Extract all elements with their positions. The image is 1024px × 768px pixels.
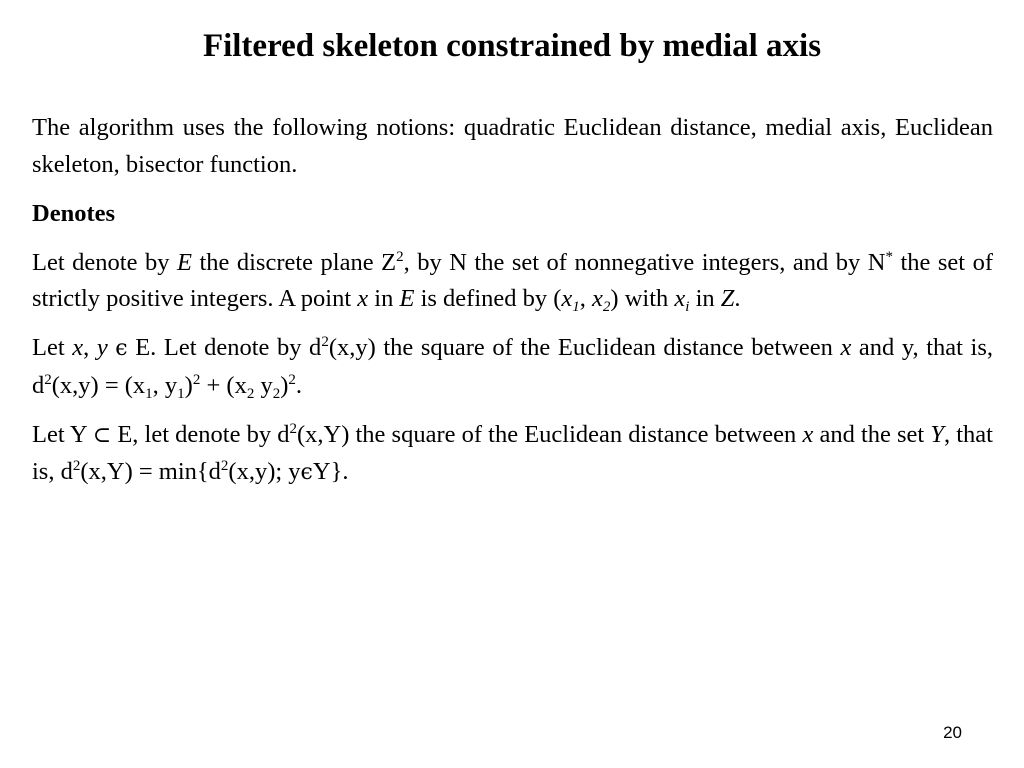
subset-symbol: ⊂ (92, 422, 112, 448)
definition-paragraph-set-distance: Let Y ⊂ E, let denote by $d^2(x,Y)$ the square of the Euclidean distance between x and the set Y, that is, $d^2(x,Y) = \min\{d^2(x,y)$; yϵY}. (32, 420, 993, 485)
definition-paragraph-plane: Let denote by E the discrete plane $Z^2$, by N the set of nonnegative integers, and by N* the set of strictly positive integers. A point x in E is defined by ($x_1$, $x_2$) with $x_i$ in Z. (32, 248, 994, 315)
element-of-symbol: ϵ (300, 460, 313, 485)
slide-title: Filtered skeleton constrained by medial axis (202, 28, 822, 64)
page-number: 20 (943, 723, 962, 742)
slide-body (32, 110, 993, 504)
element-of-symbol: ϵ (115, 336, 128, 361)
intro-paragraph: The algorithm uses the following notions: quadratic Euclidean distance, medial axis, Euclidean skeleton, bisector function. (32, 114, 993, 178)
definition-paragraph-distance: Let x, y ϵ E. Let denote by $d^2(x,y)$ the square of the Euclidean distance between x and y, that is, $d^2(x,y) = (x_1$, $y_1)^2 + (x_2$ $y_2)^2$. (32, 334, 994, 402)
section-heading: Denotes (32, 199, 116, 227)
